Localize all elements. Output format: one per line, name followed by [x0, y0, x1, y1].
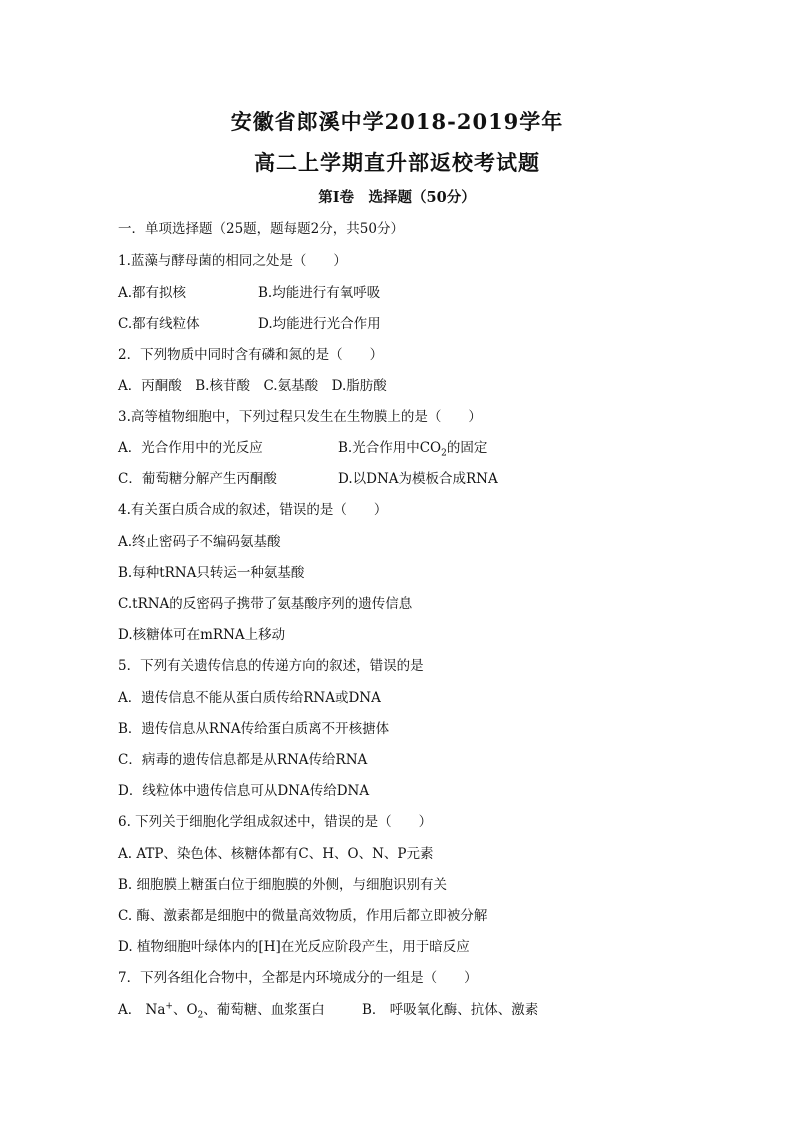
question-5-stem: 5．下列有关遗传信息的传递方向的叙述，错误的是 — [118, 658, 424, 674]
question-3-option-c: C．葡萄糖分解产生丙酮酸 — [118, 471, 277, 487]
question-1-option-d: D.均能进行光合作用 — [258, 316, 381, 332]
question-4-option-d: D.核糖体可在mRNA上移动 — [118, 627, 286, 643]
question-5-option-a: A．遗传信息不能从蛋白质传给RNA或DNA — [118, 690, 381, 706]
question-4-option-c: C.tRNA的反密码子携带了氨基酸序列的遗传信息 — [118, 596, 413, 612]
question-4-option-a: A.终止密码子不编码氨基酸 — [118, 534, 281, 550]
question-5-option-c: C．病毒的遗传信息都是从RNA传给RNA — [118, 752, 368, 768]
question-1-stem: 1.蓝藻与酵母菌的相同之处是（ ） — [118, 253, 347, 269]
question-4-option-b: B.每种tRNA只转运一种氨基酸 — [118, 565, 305, 581]
question-1-option-b: B.均能进行有氧呼吸 — [258, 285, 381, 301]
question-3-option-d: D.以DNA为模板合成RNA — [338, 471, 498, 487]
exam-subtitle: 高二上学期直升部返校考试题 — [254, 150, 540, 175]
question-6-option-b: B. 细胞膜上糖蛋白位于细胞膜的外侧，与细胞识别有关 — [118, 877, 448, 893]
question-7-option-b: B． 呼吸氧化酶、抗体、激素 — [362, 1002, 539, 1018]
question-1-option-a: A.都有拟核 — [118, 285, 187, 301]
question-3-option-a: A．光合作用中的光反应 — [118, 440, 263, 456]
question-7-stem: 7．下列各组化合物中，全都是内环境成分的一组是（ ） — [118, 970, 478, 986]
question-6-stem: 6. 下列关于细胞化学组成叙述中，错误的是（ ） — [118, 814, 433, 830]
part-heading: 第Ⅰ卷 选择题（50分） — [318, 189, 476, 206]
question-7-option-a: A． Na+、$O_2$、葡萄糖、血浆蛋白 — [118, 1001, 325, 1021]
question-3-stem: 3.高等植物细胞中，下列过程只发生在生物膜上的是（ ） — [118, 409, 482, 425]
question-5-option-d: D．线粒体中遗传信息可从DNA传给DNA — [118, 783, 370, 799]
question-6-option-a: A. ATP、染色体、核糖体都有C、H、O、N、P元素 — [118, 846, 434, 862]
question-4-stem: 4.有关蛋白质合成的叙述，错误的是（ ） — [118, 502, 388, 518]
section-heading: 一．单项选择题（25题，题每题2分，共50分） — [118, 221, 404, 237]
question-6-option-c: C. 酶、激素都是细胞中的微量高效物质，作用后都立即被分解 — [118, 908, 488, 924]
question-2-options: A．丙酮酸 B.核苷酸 C.氨基酸 D.脂肪酸 — [118, 378, 387, 394]
question-3-option-b: B.光合作用中$CO_2$的固定 — [338, 440, 488, 459]
exam-title: 安徽省郎溪中学2018-2019学年 — [230, 109, 564, 134]
question-6-option-d: D. 植物细胞叶绿体内的[H]在光反应阶段产生，用于暗反应 — [118, 939, 470, 955]
question-2-stem: 2．下列物质中同时含有磷和氮的是（ ） — [118, 347, 384, 363]
question-5-option-b: B．遗传信息从RNA传给蛋白质离不开核搪体 — [118, 721, 390, 737]
question-1-option-c: C.都有线粒体 — [118, 316, 200, 332]
